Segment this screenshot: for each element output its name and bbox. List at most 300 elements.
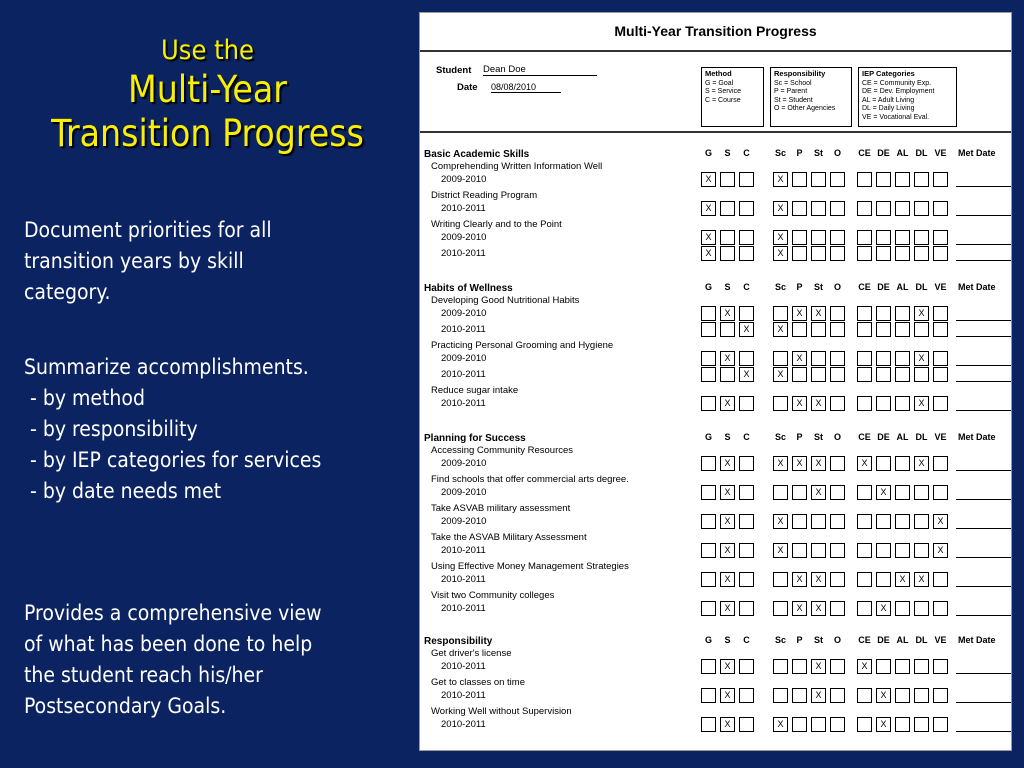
check-box[interactable] [914,514,929,529]
check-box[interactable] [773,601,788,616]
column-header: CE [858,432,871,442]
check-box[interactable] [895,601,910,616]
check-box[interactable] [792,543,807,558]
check-box[interactable] [857,367,872,382]
check-box[interactable] [876,172,891,187]
check-box[interactable] [933,306,948,321]
column-header: O [833,282,841,292]
check-box[interactable] [792,246,807,261]
column-header: G [704,282,712,292]
check-box[interactable]: X [914,456,929,471]
title-line-3: Transition Progress [51,112,364,155]
check-box[interactable] [914,543,929,558]
section-title: Habits of Wellness [424,283,513,294]
check-box[interactable] [739,659,754,674]
check-box[interactable] [792,230,807,245]
check-box[interactable] [857,514,872,529]
met-date-line[interactable] [956,528,1012,529]
check-box[interactable] [914,688,929,703]
check-box[interactable]: X [792,572,807,587]
school-year: 2009-2010 [441,458,487,469]
check-box[interactable]: X [720,543,735,558]
legend-entry: DE = Dev. Employment [862,88,935,96]
check-box[interactable] [876,659,891,674]
check-box[interactable] [857,172,872,187]
check-box[interactable] [933,351,948,366]
check-box[interactable] [792,688,807,703]
check-box[interactable] [830,688,845,703]
check-box[interactable] [876,396,891,411]
check-box[interactable] [895,246,910,261]
check-box[interactable] [895,456,910,471]
check-box[interactable] [739,543,754,558]
check-box[interactable]: X [914,572,929,587]
check-box[interactable]: X [811,306,826,321]
check-box[interactable] [830,543,845,558]
check-box[interactable]: X [876,601,891,616]
section-title: Basic Academic Skills [424,149,530,160]
check-box[interactable] [933,456,948,471]
check-box[interactable]: X [857,456,872,471]
check-box[interactable]: X [773,717,788,732]
check-box[interactable] [876,543,891,558]
check-box[interactable] [857,306,872,321]
check-box[interactable] [830,456,845,471]
met-date-header: Met Date [958,148,996,158]
check-box[interactable]: X [720,572,735,587]
check-box[interactable] [701,601,716,616]
check-box[interactable] [739,351,754,366]
met-date-header: Met Date [958,282,996,292]
check-box[interactable] [857,717,872,732]
check-box[interactable]: X [792,306,807,321]
check-box[interactable] [857,246,872,261]
responsibility-legend [770,67,852,127]
check-box[interactable] [830,367,845,382]
check-box[interactable]: X [720,688,735,703]
check-box[interactable]: X [701,172,716,187]
check-box[interactable] [773,396,788,411]
check-box[interactable] [876,514,891,529]
met-date-line[interactable] [956,365,1012,366]
check-box[interactable] [830,306,845,321]
check-box[interactable] [857,688,872,703]
column-header: P [796,282,803,292]
check-box[interactable]: X [895,572,910,587]
legend-entry: S = Service [705,88,741,96]
column-header: S [724,282,731,292]
column-header: DE [877,282,890,292]
check-box[interactable] [895,322,910,337]
check-box[interactable] [876,246,891,261]
column-header: VE [934,148,947,158]
check-box[interactable] [792,172,807,187]
check-box[interactable] [830,351,845,366]
column-header: Sc [774,282,786,292]
check-box[interactable] [701,456,716,471]
met-date-line[interactable] [956,586,1012,587]
legend-divider [420,131,1011,133]
slide-title [0,34,415,156]
check-box[interactable] [895,367,910,382]
school-year: 2010-2011 [441,690,486,701]
check-box[interactable] [914,485,929,500]
text-line: - by responsibility [24,417,198,441]
met-date-line[interactable] [956,215,1012,216]
met-date-line[interactable] [956,557,1012,558]
check-box[interactable] [933,230,948,245]
met-date-line[interactable] [956,260,1012,261]
check-box[interactable] [701,485,716,500]
check-box[interactable] [701,717,716,732]
met-date-line[interactable] [956,410,1012,411]
check-box[interactable] [811,351,826,366]
iep-categories-legend [858,67,957,127]
skill-name: Developing Good Nutritional Habits [431,295,580,306]
check-box[interactable]: X [914,351,929,366]
check-box[interactable]: X [720,514,735,529]
met-date-line[interactable] [956,673,1012,674]
met-date-line[interactable] [956,615,1012,616]
check-box[interactable]: X [811,572,826,587]
check-box[interactable] [830,485,845,500]
check-box[interactable] [811,172,826,187]
check-box[interactable] [857,601,872,616]
check-box[interactable] [792,717,807,732]
check-box[interactable] [914,601,929,616]
column-header: O [833,432,841,442]
check-box[interactable] [830,201,845,216]
check-box[interactable] [701,367,716,382]
check-box[interactable] [830,230,845,245]
check-box[interactable] [895,717,910,732]
check-box[interactable] [739,230,754,245]
met-date-line[interactable] [956,244,1012,245]
check-box[interactable] [876,230,891,245]
check-box[interactable] [876,367,891,382]
school-year: 2010-2011 [441,369,486,380]
check-box[interactable]: X [773,514,788,529]
check-box[interactable] [876,456,891,471]
check-box[interactable] [914,246,929,261]
check-box[interactable]: X [701,246,716,261]
check-box[interactable] [933,396,948,411]
check-box[interactable]: X [914,396,929,411]
check-box[interactable]: X [773,322,788,337]
check-box[interactable]: X [739,322,754,337]
check-box[interactable] [720,367,735,382]
check-box[interactable] [792,514,807,529]
check-box[interactable] [830,717,845,732]
skill-name: Visit two Community colleges [431,590,555,601]
student-label: Student [436,65,472,76]
school-year: 2010-2011 [441,574,486,585]
check-box[interactable] [701,688,716,703]
legend-entry: DL = Daily Living [862,105,915,113]
check-box[interactable] [895,688,910,703]
check-box[interactable]: X [773,230,788,245]
column-header: AL [896,432,909,442]
check-box[interactable] [895,543,910,558]
check-box[interactable] [914,717,929,732]
check-box[interactable] [895,514,910,529]
school-year: 2009-2010 [441,487,487,498]
check-box[interactable] [792,201,807,216]
column-header: St [814,148,823,158]
check-box[interactable] [811,322,826,337]
check-box[interactable] [830,659,845,674]
check-box[interactable] [773,688,788,703]
check-box[interactable]: X [773,456,788,471]
check-box[interactable]: X [720,717,735,732]
check-box[interactable] [792,485,807,500]
met-date-line[interactable] [956,186,1012,187]
school-year: 2010-2011 [441,719,486,730]
check-box[interactable] [830,246,845,261]
skill-name: Working Well without Supervision [431,706,572,717]
skill-name: Practicing Personal Grooming and Hygiene [431,340,614,351]
check-box[interactable] [914,230,929,245]
check-box[interactable] [811,230,826,245]
column-header: S [724,148,731,158]
check-box[interactable]: X [933,543,948,558]
skill-name: Accessing Community Resources [431,445,574,456]
check-box[interactable] [739,514,754,529]
check-box[interactable] [739,396,754,411]
check-box[interactable] [895,172,910,187]
check-box[interactable]: X [720,396,735,411]
met-date-line[interactable] [956,702,1012,703]
check-box[interactable] [933,172,948,187]
text-line: Document priorities for all [24,218,272,242]
check-box[interactable]: X [792,456,807,471]
column-header: DE [877,635,890,645]
check-box[interactable] [933,601,948,616]
check-box[interactable] [701,543,716,558]
text-line: Postsecondary Goals. [24,694,227,718]
check-box[interactable] [857,485,872,500]
check-box[interactable] [914,172,929,187]
met-date-line[interactable] [956,731,1012,732]
column-header: DE [877,432,890,442]
check-box[interactable] [895,230,910,245]
check-box[interactable]: X [792,396,807,411]
column-header: AL [896,148,909,158]
check-box[interactable] [792,367,807,382]
check-box[interactable] [933,688,948,703]
check-box[interactable] [857,351,872,366]
check-box[interactable]: X [811,456,826,471]
check-box[interactable]: X [773,201,788,216]
met-date-line[interactable] [956,499,1012,500]
column-header: C [743,635,750,645]
check-box[interactable] [739,601,754,616]
skill-name: Reduce sugar intake [431,385,519,396]
check-box[interactable]: X [811,659,826,674]
check-box[interactable] [876,572,891,587]
check-box[interactable] [857,572,872,587]
check-box[interactable]: X [876,485,891,500]
check-box[interactable] [933,572,948,587]
check-box[interactable] [701,351,716,366]
check-box[interactable] [895,201,910,216]
check-box[interactable] [773,306,788,321]
check-box[interactable] [876,322,891,337]
check-box[interactable] [933,201,948,216]
check-box[interactable]: X [773,172,788,187]
check-box[interactable] [773,351,788,366]
check-box[interactable]: X [773,367,788,382]
text-line: Provides a comprehensive view [24,601,322,625]
check-box[interactable] [830,396,845,411]
check-box[interactable]: X [914,306,929,321]
check-box[interactable] [895,351,910,366]
check-box[interactable] [773,659,788,674]
met-date-line[interactable] [956,320,1012,321]
check-box[interactable] [933,717,948,732]
check-box[interactable] [773,572,788,587]
met-date-line[interactable] [956,381,1012,382]
check-box[interactable] [876,201,891,216]
check-box[interactable] [933,367,948,382]
title-line-1: Use the [161,35,254,66]
check-box[interactable]: X [792,351,807,366]
check-box[interactable] [701,514,716,529]
check-box[interactable] [739,485,754,500]
check-box[interactable] [720,230,735,245]
check-box[interactable] [933,246,948,261]
check-box[interactable] [933,322,948,337]
check-box[interactable] [739,572,754,587]
check-box[interactable] [895,396,910,411]
legend-heading: Method [705,69,732,78]
check-box[interactable] [739,306,754,321]
text-line: - by IEP categories for services [24,448,322,472]
check-box[interactable] [739,717,754,732]
check-box[interactable] [876,351,891,366]
check-box[interactable] [720,246,735,261]
check-box[interactable] [857,322,872,337]
check-box[interactable] [876,306,891,321]
slide-text-panel [0,0,415,768]
paragraph-summarize [24,352,321,507]
school-year: 2009-2010 [441,232,487,243]
check-box[interactable]: X [701,201,716,216]
check-box[interactable] [895,659,910,674]
check-box[interactable] [773,485,788,500]
check-box[interactable] [914,367,929,382]
check-box[interactable] [914,201,929,216]
check-box[interactable] [830,172,845,187]
skill-name: Find schools that offer commercial arts degree. [431,474,629,485]
check-box[interactable]: X [701,230,716,245]
school-year: 2009-2010 [441,353,487,364]
check-box[interactable]: X [720,456,735,471]
check-box[interactable] [857,396,872,411]
check-box[interactable] [857,201,872,216]
check-box[interactable] [739,172,754,187]
text-line: category. [24,280,111,304]
check-box[interactable]: X [811,396,826,411]
check-box[interactable] [811,246,826,261]
check-box[interactable]: X [720,601,735,616]
check-box[interactable]: X [811,485,826,500]
check-box[interactable] [739,201,754,216]
check-box[interactable]: X [773,246,788,261]
check-box[interactable]: X [933,514,948,529]
check-box[interactable] [701,572,716,587]
check-box[interactable] [933,485,948,500]
column-header: O [833,148,841,158]
column-header: G [704,432,712,442]
check-box[interactable]: X [811,688,826,703]
check-box[interactable] [857,543,872,558]
check-box[interactable] [895,306,910,321]
check-box[interactable]: X [720,485,735,500]
met-date-line[interactable] [956,336,1012,337]
skill-name: Writing Clearly and to the Point [431,219,562,230]
check-box[interactable] [895,485,910,500]
check-box[interactable] [739,456,754,471]
check-box[interactable]: X [773,543,788,558]
check-box[interactable] [720,322,735,337]
check-box[interactable] [933,659,948,674]
check-box[interactable] [792,322,807,337]
check-box[interactable] [701,322,716,337]
check-box[interactable]: X [857,659,872,674]
check-box[interactable] [811,201,826,216]
check-box[interactable] [830,322,845,337]
check-box[interactable]: X [720,659,735,674]
check-box[interactable] [720,201,735,216]
check-box[interactable]: X [876,688,891,703]
check-box[interactable]: X [792,601,807,616]
column-header: AL [896,282,909,292]
column-header: DE [877,148,890,158]
column-header: P [796,432,803,442]
check-box[interactable] [857,230,872,245]
column-header: C [743,282,750,292]
check-box[interactable]: X [876,717,891,732]
check-box[interactable] [830,572,845,587]
column-header: DL [915,432,928,442]
check-box[interactable] [830,514,845,529]
check-box[interactable] [739,688,754,703]
check-box[interactable]: X [720,306,735,321]
check-box[interactable] [792,659,807,674]
check-box[interactable]: X [739,367,754,382]
check-box[interactable] [739,246,754,261]
check-box[interactable] [811,543,826,558]
check-box[interactable] [811,514,826,529]
date-label: Date [457,82,478,93]
check-box[interactable]: X [720,351,735,366]
check-box[interactable] [914,322,929,337]
column-header: S [724,432,731,442]
check-box[interactable] [701,306,716,321]
check-box[interactable] [811,717,826,732]
check-box[interactable] [914,659,929,674]
check-box[interactable] [720,172,735,187]
check-box[interactable] [811,367,826,382]
check-box[interactable]: X [811,601,826,616]
met-date-line[interactable] [956,470,1012,471]
check-box[interactable] [701,659,716,674]
check-box[interactable] [701,396,716,411]
legend-entry: O = Other Agencies [774,105,836,113]
legend-heading: IEP Categories [862,69,915,78]
check-box[interactable] [830,601,845,616]
